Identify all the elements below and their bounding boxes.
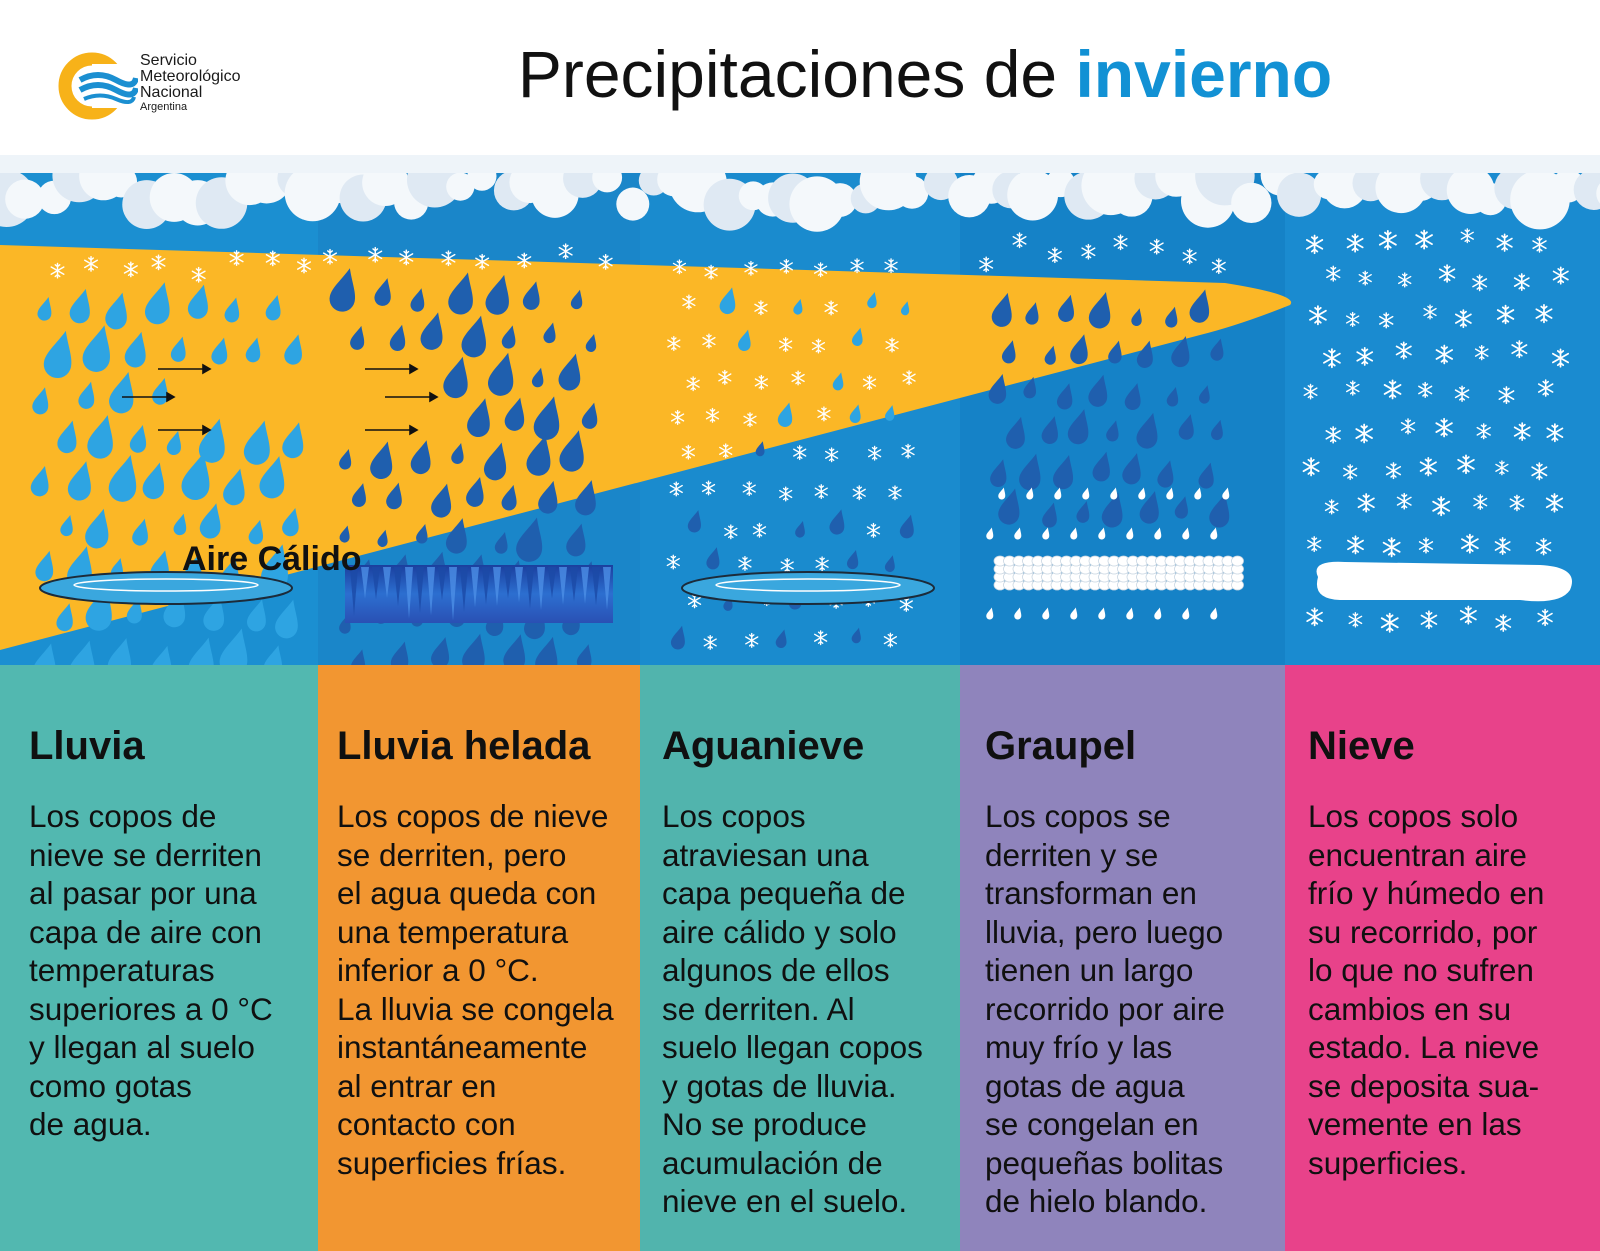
cloud-puff [1277, 173, 1321, 217]
puddle [682, 572, 934, 604]
precipitation-diagram [0, 155, 1600, 665]
logo-line-1: Servicio [140, 52, 197, 69]
panel-title: Nieve [1308, 724, 1415, 768]
title-main: Precipitaciones de [517, 37, 1058, 111]
panel-nieve [1285, 665, 1600, 1251]
graupel-pellet [1232, 556, 1244, 566]
logo-line-3: Nacional [140, 84, 203, 101]
logo-line-2: Meteorológico [140, 68, 241, 85]
panel-lluvia-helada [318, 665, 640, 1251]
cloud-puff [616, 188, 649, 221]
ice-surface [345, 565, 613, 623]
diagram-canvas [0, 155, 1600, 665]
panel-text: Los copos de nieve se derriten, pero el agua queda con una temperatura inferior a 0 °C. La lluvia se congela instantáneamente al entrar en contacto con superficies frías. [337, 798, 614, 1181]
title-accent: invierno [1075, 37, 1333, 111]
panel-text: Los copos se derriten y se transforman en lluvia, pero luego tienen un largo recorrido por aire muy frío y las gotas de agua se congelan en pequeñas bolitas de hielo blando. [985, 798, 1225, 1219]
panel-title: Lluvia [29, 724, 145, 768]
panel-title: Aguanieve [662, 724, 865, 768]
panel-text: Los copos solo encuentran aire frío y húmedo en su recorrido, por lo que no sufren cambios en su estado. La nieve se deposita sua- vemente en las superficies. [1308, 798, 1545, 1181]
panel-lluvia [0, 665, 318, 1251]
panel-text: Los copos atraviesan una capa pequeña de aire cálido y solo algunos de ellos se derriten. Al suelo llegan copos y gotas de lluvia. No se produce acumulación de nieve en el suelo. [662, 798, 923, 1219]
cloud-puff [1231, 183, 1271, 223]
warm-air-label: Aire Cálido [182, 540, 362, 578]
panel-title: Lluvia helada [337, 724, 591, 768]
cloud-top [0, 155, 1600, 173]
snow-pile [1317, 562, 1572, 601]
panel-graupel [960, 665, 1285, 1251]
panel-text: Los copos de nieve se derriten al pasar por una capa de aire con temperaturas superiores a 0 °C y llegan al suelo como gotas de agua. [29, 798, 273, 1142]
header [0, 0, 1600, 155]
page-title [0, 36, 1600, 112]
cloud-puff [896, 176, 929, 209]
panel-title: Graupel [985, 724, 1137, 768]
panel-aguanieve [640, 665, 960, 1251]
logo-line-4: Argentina [140, 101, 188, 113]
